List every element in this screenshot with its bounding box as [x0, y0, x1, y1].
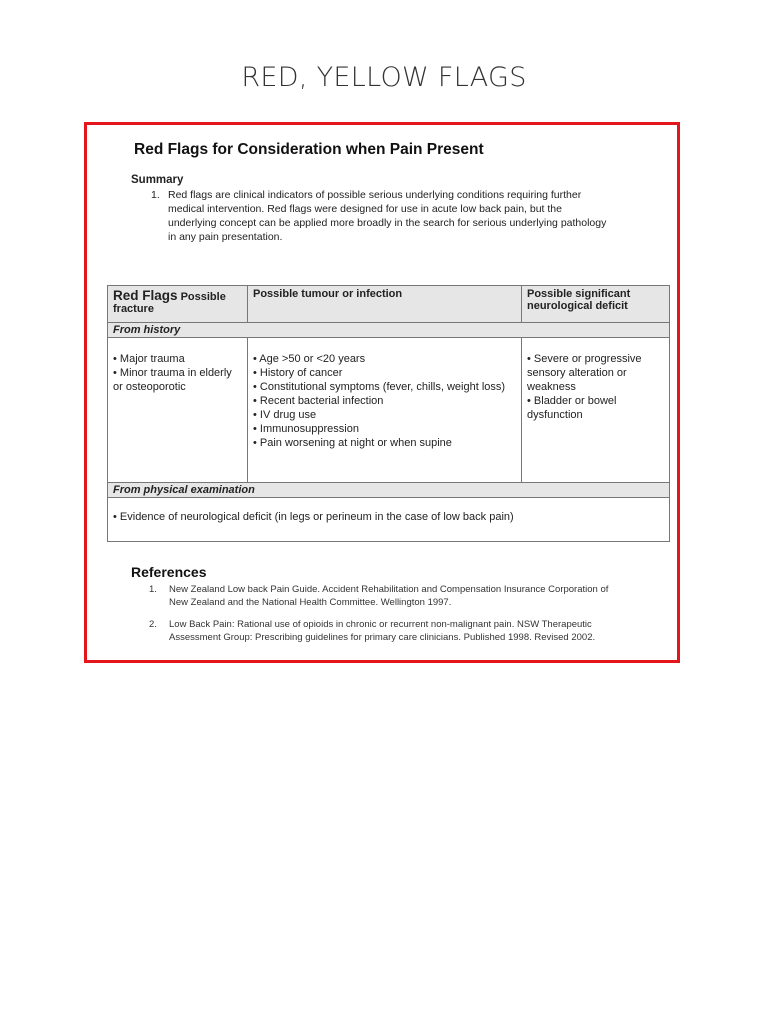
list-item: • History of cancer	[253, 367, 343, 379]
exam-cell: • Evidence of neurological deficit (in legs or perineum in the case of low back pain)	[108, 498, 670, 542]
summary-item-number: 1.	[151, 189, 160, 201]
header-possible-fracture: Possible fracture	[113, 291, 226, 315]
list-item: • Recent bacterial infection	[253, 395, 384, 407]
reference-text: New Zealand Low back Pain Guide. Accident Rehabilitation and Compensation Insurance Corporation of New Zealand and the National Health Committee. Wellington 1997.	[169, 584, 609, 608]
table-header-row	[108, 286, 670, 323]
header-fracture	[108, 286, 248, 323]
list-item: • Age >50 or <20 years	[253, 353, 366, 365]
section-row-history	[108, 323, 670, 338]
header-red-flags-lead: Red Flags	[113, 288, 178, 303]
summary-label: Summary	[131, 174, 184, 186]
list-item: • Pain worsening at night or when supine	[253, 437, 452, 449]
red-flags-table	[107, 285, 670, 542]
neurological-cell	[522, 338, 670, 483]
section-label-exam: From physical examination	[108, 483, 670, 498]
section-row-exam	[108, 483, 670, 498]
list-item: • Major trauma	[113, 353, 185, 365]
reference-text: Low Back Pain: Rational use of opioids in chronic or recurrent non-malignant pain. NSW Therapeutic Assessment Group: Prescribing guidelines for primary care clinicians. Published 1998. Revised 2002.	[169, 619, 596, 643]
reference-number: 2.	[149, 619, 157, 630]
header-tumour-infection: Possible tumour or infection	[248, 286, 522, 323]
list-item: • Severe or progressive sensory alteration or weakness	[527, 353, 642, 393]
table-row-history	[108, 338, 670, 483]
section-label-history: From history	[108, 323, 670, 338]
reference-item	[149, 584, 609, 609]
document-heading: Red Flags for Consideration when Pain Present	[134, 141, 484, 158]
list-item: • Minor trauma in elderly or osteoporotic	[113, 367, 232, 393]
fracture-cell	[108, 338, 248, 483]
list-item: • Immunosuppression	[253, 423, 359, 435]
table-row-exam	[108, 498, 670, 542]
header-neurological-deficit: Possible significant neurological deficit	[522, 286, 670, 323]
reference-item	[149, 619, 609, 644]
red-flags-document-frame	[84, 122, 680, 663]
reference-number: 1.	[149, 584, 157, 595]
tumour-cell	[248, 338, 522, 483]
list-item: • Constitutional symptoms (fever, chills, weight loss)	[253, 381, 506, 393]
summary-item-text: Red flags are clinical indicators of possible serious underlying conditions requiring further medical intervention. Red flags were designed for use in acute low back pain, but the underlying concept can be applied more broadly in the search for serious underlying pathology in any pain presentation.	[168, 189, 607, 243]
references-label: References	[131, 564, 207, 580]
list-item: • Bladder or bowel dysfunction	[527, 395, 617, 421]
list-item: • IV drug use	[253, 409, 317, 421]
slide-title: RED, YELLOW FLAGS	[241, 62, 527, 93]
summary-item	[151, 188, 611, 244]
